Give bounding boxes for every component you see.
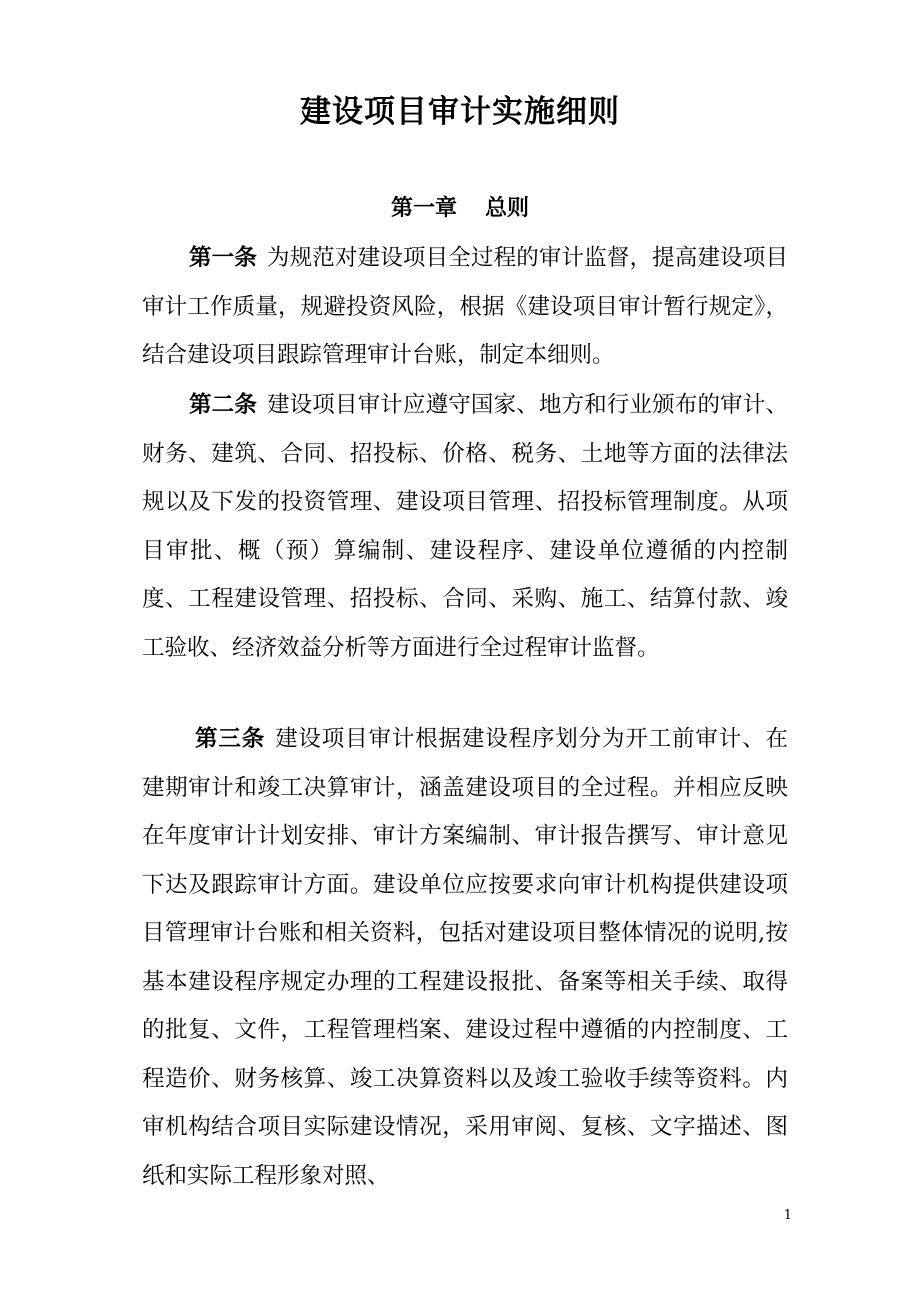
article-3 (142, 715, 788, 1200)
article-1-text: 为规范对建设项目全过程的审计监督，提高建设项目审计工作质量，规避投资风险，根据《建设项目审计暂行规定》，结合建设项目跟踪管理审计台账，制定本细则。 (142, 245, 788, 368)
page-number: 1 (783, 1208, 792, 1223)
article-2-label: 第二条 (189, 392, 257, 418)
article-2-text: 建设项目审计应遵守国家、地方和行业颁布的审计、财务、建筑、合同、招投标、价格、税务、土地等方面的法律法规以及下发的投资管理、建设项目管理、招投标管理制度。从项目审批、概（预）算编制、建设程序、建设单位遵循的内控制度、工程建设管理、招投标、合同、采购、施工、结算付款、竣工验收、经济效益分析等方面进行全过程审计监督。 (142, 392, 788, 661)
document-title: 建设项目审计实施细则 (300, 94, 620, 130)
article-2 (142, 381, 788, 672)
article-3-label: 第三条 (195, 726, 266, 752)
chapter-name: 总则 (485, 196, 530, 221)
article-1-label: 第一条 (189, 245, 257, 271)
chapter-number: 第一章 (390, 196, 457, 221)
chapter-heading (0, 190, 920, 228)
article-3-text: 建设项目审计根据建设程序划分为开工前审计、在建期审计和竣工决算审计，涵盖建设项目的全过程。并相应反映在年度审计计划安排、审计方案编制、审计报告撰写、审计意见下达及跟踪审计方面。建设单位应按要求向审计机构提供建设项目管理审计台账和相关资料，包括对建设项目整体情况的说明,按基本建设程序规定办理的工程建设报批、备案等相关手续、取得的批复、文件，工程管理档案、建设过程中遵循的内控制度、工程造价、财务核算、竣工决算资料以及竣工验收手续等资料。内审机构结合项目实际建设情况，采用审阅、复核、文字描述、图纸和实际工程形象对照、 (142, 726, 788, 1189)
article-1 (142, 234, 788, 380)
